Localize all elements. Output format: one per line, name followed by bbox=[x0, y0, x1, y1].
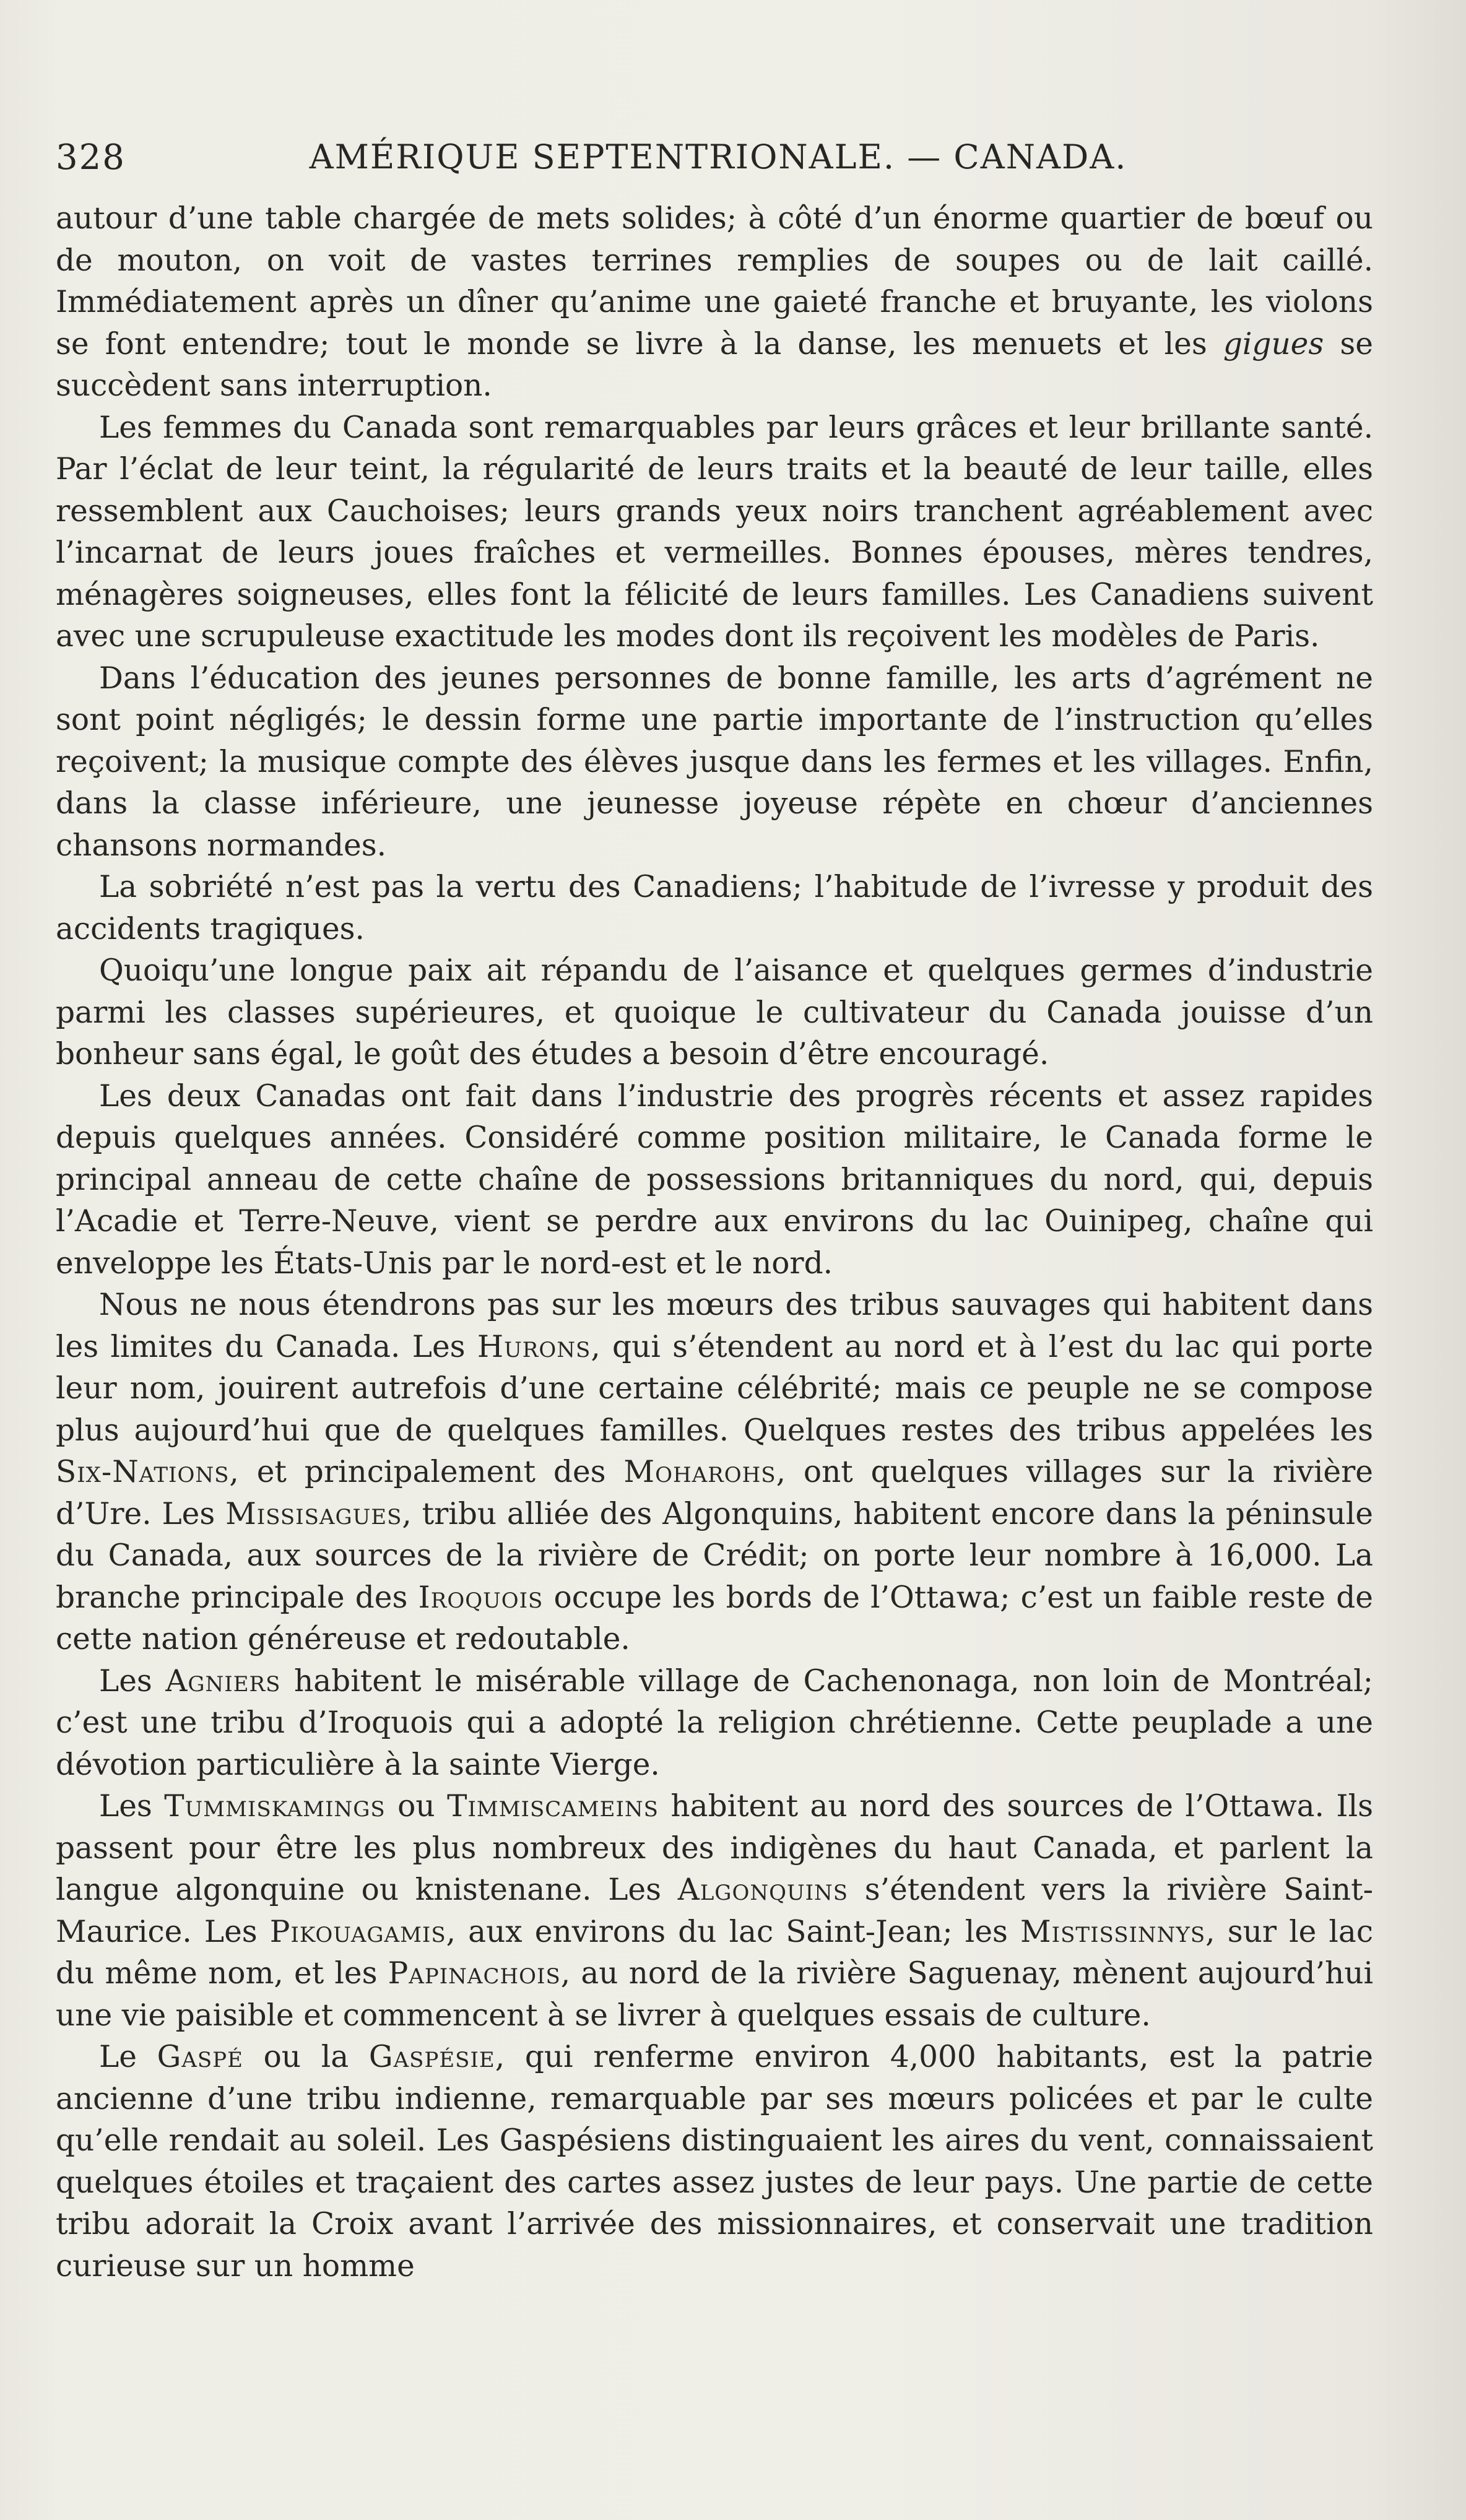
text-run: Quoiqu’une longue paix ait répandu de l’aisance et quelques germes d’industrie parmi les classes supérieures, et quoique le cultivateur du Canada jouisse d’un bonheur sans égal, le goût des études a besoin d’être encouragé. bbox=[56, 953, 1373, 1072]
paragraph bbox=[56, 198, 1373, 407]
text-run: occupe les bords de l’Ottawa; c’est un faible reste de cette nation généreuse et redoutable. bbox=[56, 1580, 1373, 1656]
text-run: La sobriété n’est pas la vertu des Canadiens; l’habitude de l’ivresse y produit des accidents tragiques. bbox=[56, 870, 1373, 946]
paragraph bbox=[56, 407, 1373, 658]
paragraph bbox=[56, 658, 1373, 867]
text-run: habitent au nord des sources de l’Ottawa. Ils passent pour être les plus nombreux des indigènes du haut Canada, et parlent la langue algonquine ou knistenane. Les bbox=[56, 1789, 1373, 1907]
text-run: , qui renferme environ 4,000 habitants, est la patrie ancienne d’une tribu indienne, remarquable par ses mœurs policées et par le culte qu’elle rendait au soleil. Les Gaspésiens distinguaient les aires du vent, connaissaient quelques étoiles et traçaient des cartes assez justes de leur pays. Une partie de cette tribu adorait la Croix avant l’arrivée des missionnaires, et conservait une tradition curieuse sur un homme bbox=[56, 2040, 1373, 2284]
paragraph bbox=[56, 1661, 1373, 1786]
body-text bbox=[56, 198, 1373, 2287]
paragraph bbox=[56, 867, 1373, 950]
page-header bbox=[56, 129, 1381, 184]
text-run: , tribu alliée des Algonquins, habitent encore dans la péninsule du Canada, aux sources de la rivière de Crédit; on porte leur nombre à 16,000. La branche principale des bbox=[56, 1496, 1373, 1615]
text-run: se succèdent sans interruption. bbox=[56, 326, 1373, 403]
tribe-name: Gaspésie bbox=[368, 2040, 495, 2074]
tribe-name: Timmiscameins bbox=[447, 1789, 659, 1824]
text-run: , ont quelques villages sur la rivière d’Ure. Les bbox=[56, 1455, 1373, 1531]
italic-term: gigues bbox=[1223, 326, 1324, 362]
tribe-name: Algonquins bbox=[677, 1873, 849, 1907]
text-run: autour d’une table chargée de mets solides; à côté d’un énorme quartier de bœuf ou de mouton, on voit de vastes terrines remplies de soupes ou de lait caillé. Immédiatement après un dîner qu’anime une gaieté franche et bruyante, les violons se font entendre; tout le monde se livre à la danse, les menuets et les bbox=[56, 201, 1373, 362]
tribe-name: Six-Nations bbox=[56, 1455, 230, 1489]
text-run: habitent le misérable village de Cachenonaga, non loin de Montréal; c’est une tribu d’Iroquois qui a adopté la religion chrétienne. Cette peuplade a une dévotion particulière à la sainte Vierge. bbox=[56, 1663, 1373, 1782]
running-title: AMÉRIQUE SEPTENTRIONALE. — CANADA. bbox=[309, 137, 1127, 176]
tribe-name: Tummiskamings bbox=[164, 1789, 386, 1824]
paragraph bbox=[56, 1284, 1373, 1661]
text-run: Dans l’éducation des jeunes personnes de bonne famille, les arts d’agrément ne sont point négligés; le dessin forme une partie importante de l’instruction qu’elles reçoivent; la musique compte des élèves jusque dans les fermes et les villages. Enfin, dans la classe inférieure, une jeunesse joyeuse répète en chœur d’anciennes chansons normandes. bbox=[56, 660, 1373, 863]
text-run: , et principalement des bbox=[229, 1455, 624, 1489]
text-run: , qui s’étendent au nord et à l’est du lac qui porte leur nom, jouirent autrefois d’une certaine célébrité; mais ce peuple ne se compose plus aujourd’hui que de quelques familles. Quelques restes des tribus appelées les bbox=[56, 1329, 1373, 1448]
paragraph bbox=[56, 1786, 1373, 2037]
tribe-name: Agniers bbox=[165, 1663, 281, 1699]
text-run: ou la bbox=[243, 2040, 369, 2074]
page-number: 328 bbox=[56, 137, 126, 178]
tribe-name: Mistissinnys bbox=[1020, 1914, 1206, 1949]
text-run: , aux environs du lac Saint-Jean; les bbox=[446, 1914, 1021, 1949]
text-run: s’étendent vers la rivière Saint-Maurice. Les bbox=[56, 1873, 1373, 1949]
paragraph bbox=[56, 950, 1373, 1076]
text-run: Nous ne nous étendrons pas sur les mœurs des tribus sauvages qui habitent dans les limites du Canada. Les bbox=[56, 1288, 1373, 1364]
text-run: Les deux Canadas ont fait dans l’industrie des progrès récents et assez rapides depuis quelques années. Considéré comme position militaire, le Canada forme le principal anneau de cette chaîne de possessions britanniques du nord, qui, depuis l’Acadie et Terre-Neuve, vient se perdre aux environs du lac Ouinipeg, chaîne qui enveloppe les États-Unis par le nord-est et le nord. bbox=[56, 1078, 1373, 1281]
text-run: ou bbox=[385, 1789, 448, 1824]
tribe-name: Hurons bbox=[477, 1329, 591, 1364]
tribe-name: Pikouagamis bbox=[269, 1914, 446, 1949]
tribe-name: Papinachois bbox=[388, 1956, 561, 1991]
tribe-name: Missisagues bbox=[225, 1496, 402, 1531]
paragraph bbox=[56, 1076, 1373, 1285]
text-run: , au nord de la rivière Saguenay, mènent aujourd’hui une vie paisible et commencent à se livrer à quelques essais de culture. bbox=[56, 1956, 1373, 2033]
tribe-name: Gaspé bbox=[157, 2040, 243, 2074]
paragraph bbox=[56, 2037, 1373, 2287]
text-run: Le bbox=[99, 2040, 157, 2074]
text-run: Les bbox=[99, 1663, 166, 1699]
tribe-name: Moharohs bbox=[623, 1455, 776, 1489]
text-run: Les femmes du Canada sont remarquables par leurs grâces et leur brillante santé. Par l’éclat de leur teint, la régularité de leurs traits et la beauté de leur taille, elles ressemblent aux Cauchoises; leurs grands yeux noirs tranchent agréablement avec l’incarnat de leurs joues fraîches et vermeilles. Bonnes épouses, mères tendres, ménagères soigneuses, elles font la félicité de leurs familles. Les Canadiens suivent avec une scrupuleuse exactitude les modes dont ils reçoivent les modèles de Paris. bbox=[56, 410, 1373, 654]
text-run: Les bbox=[99, 1789, 165, 1824]
tribe-name: Iroquois bbox=[418, 1580, 544, 1615]
text-run: , sur le lac du même nom, et les bbox=[56, 1914, 1374, 1991]
